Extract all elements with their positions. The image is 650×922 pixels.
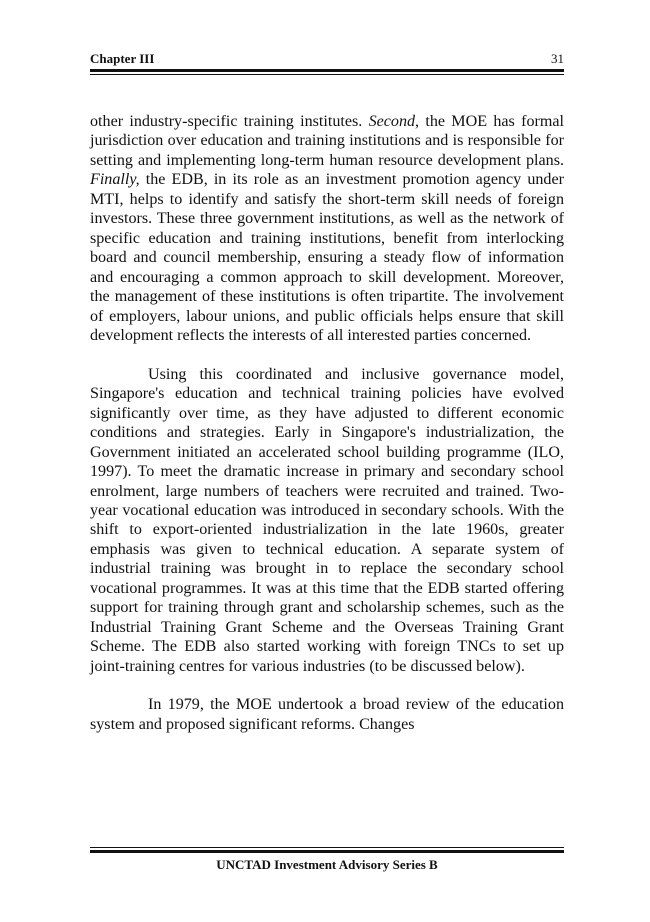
page-number: 31 — [551, 51, 564, 66]
header-rule-thick — [90, 69, 564, 72]
paragraph-1-part-1: other industry-specific training institutes. — [90, 113, 369, 130]
paragraph-1-part-3: the EDB, in its role as an investment promotion agency under MTI, helps to identify and satisfy the short-term skill needs of foreign investors. These three government institutions, as well as the network of specific education and training institutions, benefit from interlocking board and council membership, ensuring a steady flow of information and encouraging a common approach to skill development. Moreover, the management of these institutions is often tripartite. The involvement of employers, labour unions, and public officials helps ensure that skill development reflects the interests of all interested parties concerned. — [90, 171, 564, 344]
paragraph-1-italic-second: Second — [368, 113, 416, 130]
paragraph-3: In 1979, the MOE undertook a broad review of the education system and proposed significant reforms. Changes — [90, 696, 564, 733]
footer-rule-thin — [90, 847, 564, 848]
paragraph-1-part-2: , the MOE has formal jurisdiction over education and training institutions and is responsible for setting and implementing long-term human resource development plans. — [90, 113, 564, 169]
paragraph-1-italic-finally: Finally, — [90, 171, 140, 189]
chapter-title: Chapter III — [90, 51, 155, 66]
header-rule-thin — [90, 74, 564, 75]
paragraph-1 — [90, 112, 564, 345]
running-header — [90, 50, 564, 68]
footer-rule-thick — [90, 850, 564, 853]
paragraph-2: Using this coordinated and inclusive governance model, Singapore's education and technical training policies have evolved significantly over time, as they have adjusted to different economic conditions and strategies. Early in Singapore's industrialization, the Government initiated an accelerated school building programme (ILO, 1997). To meet the dramatic increase in primary and secondary school enrolment, large numbers of teachers were recruited and trained. Two-year vocational education was introduced in secondary schools. With the shift to export-oriented industrialization in the late 1960s, greater emphasis was given to technical education. A separate system of industrial training was brought in to replace the secondary school vocational programmes. It was at this time that the EDB started offering support for training through grant and scholarship schemes, such as the Industrial Training Grant Scheme and the Overseas Training Grant Scheme. The EDB also started working with foreign TNCs to set up joint-training centres for various industries (to be discussed below). — [90, 365, 564, 675]
footer-series-title: UNCTAD Investment Advisory Series B — [216, 857, 438, 872]
body-text — [90, 112, 564, 754]
